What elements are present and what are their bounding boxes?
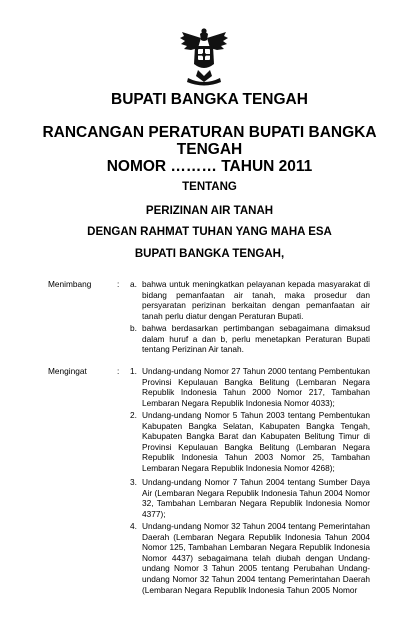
grace-heading: DENGAN RAHMAT TUHAN YANG MAHA ESA	[87, 226, 332, 238]
mengingat-marker-3: 3.	[130, 477, 137, 487]
mengingat-item-2: Undang-undang Nomor 5 Tahun 2003 tentang Pembentukan Kabupaten Bangka Selatan, Kabupaten Bangka Tengah, Kabupaten Bangka Barat dan Kabupaten Belitung Timur di Provinsi Kepulauan Bangka Belitung (Lembaran Negara Republik Indonesia Tahun 2003 Nomor 25, Tambahan Lembaran Negara Republik Indonesia Nomor 4268);	[142, 410, 370, 473]
mengingat-marker-2: 2.	[130, 410, 137, 420]
title-line-1: RANCANGAN PERATURAN BUPATI BANGKA	[42, 124, 377, 141]
title-line-2: TENGAH	[176, 141, 243, 158]
about-heading: TENTANG	[182, 181, 237, 193]
subject-heading: PERIZINAN AIR TANAH	[145, 205, 274, 217]
mengingat-marker-1: 1.	[130, 366, 137, 376]
mengingat-label: Mengingat	[48, 366, 87, 376]
garuda-emblem-icon	[178, 26, 230, 88]
menimbang-label: Menimbang	[48, 279, 92, 289]
mengingat-marker-4: 4.	[130, 521, 137, 531]
regent-heading: BUPATI BANGKA TENGAH	[111, 91, 308, 108]
number-line: NOMOR ……… TAHUN 2011	[106, 158, 313, 175]
mengingat-item-4: Undang-undang Nomor 32 Tahun 2004 tentang Pemerintahan Daerah (Lembaran Negara Republik Indonesia Tahun 2004 Nomor 125, Tambahan Lembaran Negara Republik Indonesia Nomor 4437) sebagaimana telah diubah dengan Undang-undang Nomor 3 Tahun 2005 tentang Perubahan Undang-undang Nomor 32 Tahun 2004 tentang Pemerintahan Daerah (Lembaran Negara Republik Indonesia Tahun 2005 Nomor	[142, 521, 370, 595]
menimbang-item-b: bahwa berdasarkan pertimbangan sebagaimana dimaksud dalam huruf a dan b, perlu menetapkan Peraturan Bupati tentang Perizinan Air tanah.	[142, 323, 370, 355]
mengingat-item-3: Undang-undang Nomor 7 Tahun 2004 tentang Sumber Daya Air (Lembaran Negara Republik Indonesia Tahun 2004 Nomor 32, Tambahan Lembaran Negara Republik Indonesia Nomor 4377);	[142, 477, 370, 519]
menimbang-item-a: bahwa untuk meningkatkan pelayanan kepada masyarakat di bidang pemanfaatan air tanah, maka prosedur dan persyaratan perizinan berkaitan dengan pemanfaatan air tanah perlu diatur dengan Peraturan Bupati.	[142, 279, 370, 321]
menimbang-marker-b: b.	[130, 323, 137, 333]
menimbang-colon: :	[117, 279, 120, 289]
menimbang-marker-a: a.	[130, 279, 137, 289]
mengingat-colon: :	[117, 366, 120, 376]
regent-heading-2: BUPATI BANGKA TENGAH,	[134, 248, 285, 260]
mengingat-item-1: Undang-undang Nomor 27 Tahun 2000 tentang Pembentukan Provinsi Kepulauan Bangka Belitung (Lembaran Negara Republik Indonesia Tahun 2000 Nomor 217, Tambahan Lembaran Negara Republik Indonesia Nomor 4033);	[142, 366, 370, 408]
